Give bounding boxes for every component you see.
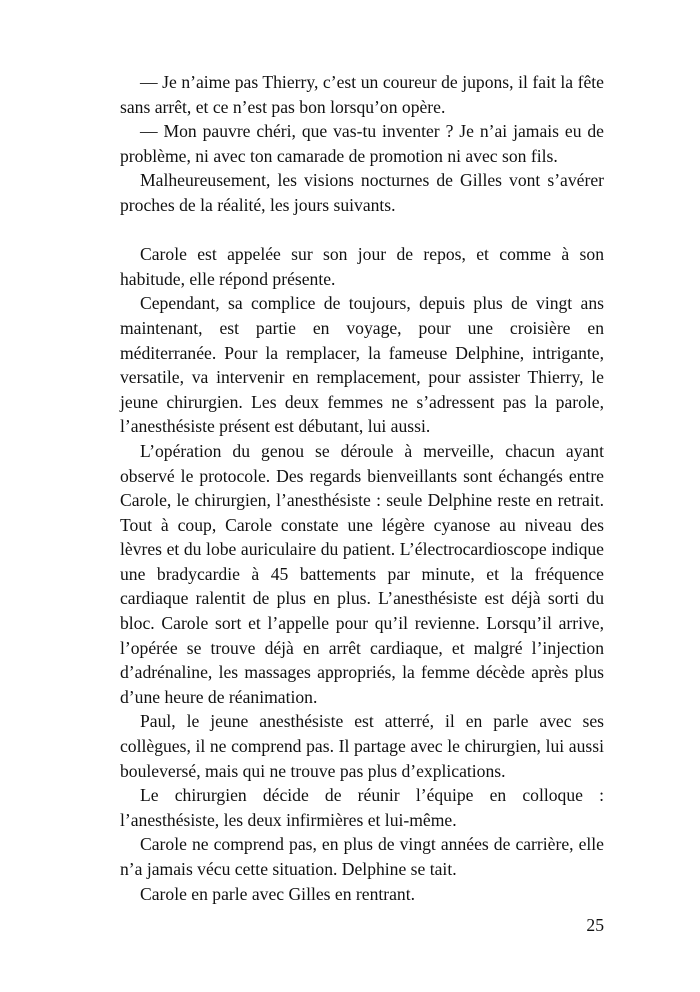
paragraph: Malheureusement, les visions nocturnes de Gilles vont s’avérer proches de la réalité, les jours suivants. xyxy=(120,170,604,215)
dialogue-paragraph: — Je n’aime pas Thierry, c’est un coureur de jupons, il fait la fête sans arrêt, et ce n’est pas bon lorsqu’on opère. xyxy=(120,72,604,117)
body-text xyxy=(120,70,604,906)
page-number: 25 xyxy=(586,915,604,935)
paragraph: Carole en parle avec Gilles en rentrant. xyxy=(140,883,416,904)
paragraph: Paul, le jeune anesthésiste est atterré, il en parle avec ses collègues, il ne comprend pas. Il partage avec le chirurgien, lui aussi bouleversé, mais qui ne trouve pas plus d’explications. xyxy=(120,711,604,781)
paragraph: Carole ne comprend pas, en plus de vingt années de carrière, elle n’a jamais vécu cette situation. Delphine se tait. xyxy=(120,834,604,879)
paragraph: Cependant, sa complice de toujours, depuis plus de vingt ans maintenant, est partie en voyage, pour une croisière en méditerranée. Pour la remplacer, la fameuse Delphine, intrigante, versatile, va intervenir en remplacement, pour assister Thierry, le jeune chirurgien. Les deux femmes ne s’adressent pas la parole, l’anesthésiste présent est débutant, lui aussi. xyxy=(120,293,604,437)
paragraph: Carole est appelée sur son jour de repos, et comme à son habitude, elle répond présente. xyxy=(120,244,604,289)
paragraph: L’opération du genou se déroule à merveille, chacun ayant observé le protocole. Des regards bienveillants sont échangés entre Carole, le chirurgien, l’anesthésiste : seule Delphine reste en retrait. Tout à coup, Carole constate une légère cyanose au niveau des lèvres et du lobe auriculaire du patient. L’électrocardioscope indique une bradycardie à 45 battements par minute, et la fréquence cardiaque ralentit de plus en plus. L’anesthésiste est déjà sorti du bloc. Carole sort et l’appelle pour qu’il revienne. Lorsqu’il arrive, l’opérée se trouve déjà en arrêt cardiaque, et malgré l’injection d’adrénaline, les massages appropriés, la femme décède après plus d’une heure de réanimation. xyxy=(120,440,604,707)
dialogue-paragraph: — Mon pauvre chéri, que vas-tu inventer ? Je n’ai jamais eu de problème, ni avec ton camarade de promotion ni avec son fils. xyxy=(120,121,604,166)
paragraph: Le chirurgien décide de réunir l’équipe en colloque : l’anesthésiste, les deux infirmières et lui-même. xyxy=(120,785,604,830)
